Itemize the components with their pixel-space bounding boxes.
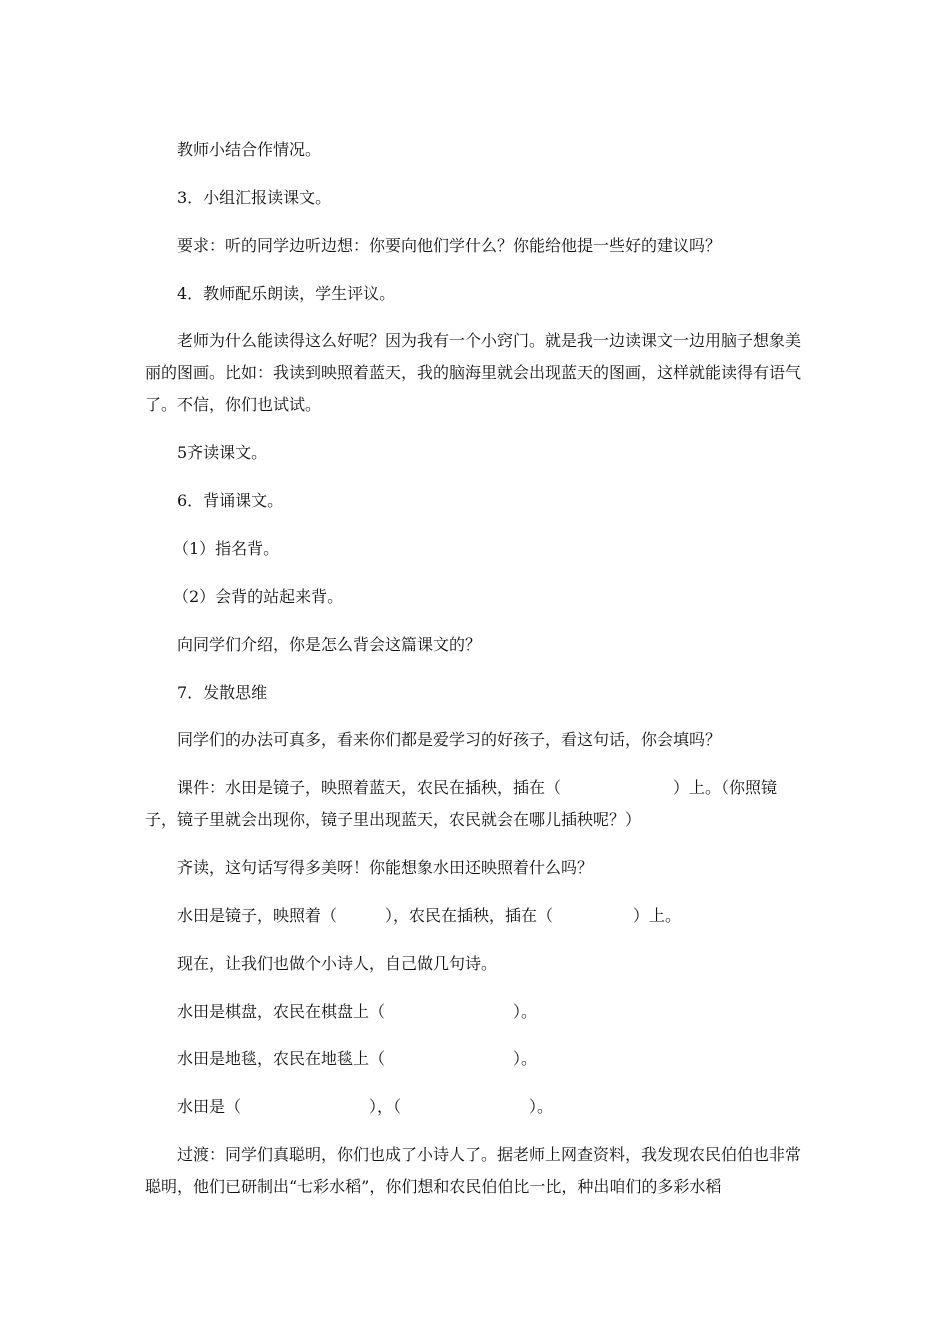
- paragraph-fill-free: 水田是（ ），（ ）。: [177, 1097, 554, 1116]
- paragraph-step-4: 4．教师配乐朗读，学生评议。: [177, 284, 396, 303]
- paragraph-step-7: 7．发散思维: [177, 683, 268, 702]
- paragraph-introduce: 向同学们介绍，你是怎么背会这篇课文的？: [177, 635, 482, 654]
- paragraph-sub-2: （2）会背的站起来背。: [173, 587, 344, 606]
- paragraph-teacher-tip: 老师为什么能读得这么好呢？因为我有一个小窍门。就是我一边读课文一边用脑子想象美丽的图画。比如：我读到映照着蓝天，我的脑海里就会出现蓝天的图画，这样就能读得有语气了。不信，你们也试试。: [145, 331, 802, 414]
- paragraph-transition: 过渡：同学们真聪明，你们也成了小诗人了。据老师上网查资料，我发现农民伯伯也非常聪明，他们已研制出“七彩水稻”，你们想和农民伯伯比一比，种出咱们的多彩水稻: [145, 1145, 802, 1196]
- paragraph-courseware: 课件：水田是镜子，映照着蓝天，农民在插秧，插在（ ）上。（你照镜子，镜子里就会出现你，镜子里出现蓝天，农民就会在哪儿插秧呢？）: [145, 778, 778, 829]
- paragraph-sub-1: （1）指名背。: [173, 539, 280, 558]
- paragraph-step-3: 3．小组汇报读课文。: [177, 188, 332, 207]
- paragraph-poet: 现在，让我们也做个小诗人，自己做几句诗。: [177, 954, 498, 973]
- paragraph-methods: 同学们的办法可真多，看来你们都是爱学习的好孩子，看这句话，你会填吗？: [177, 730, 722, 749]
- paragraph-requirement: 要求：听的同学边听边想：你要向他们学什么？你能给他提一些好的建议吗？: [177, 236, 722, 255]
- paragraph-fill-chessboard: 水田是棋盘，农民在棋盘上（ ）。: [177, 1002, 538, 1021]
- paragraph-step-6: 6．背诵课文。: [177, 491, 284, 510]
- paragraph-teacher-summary: 教师小结合作情况。: [177, 140, 322, 159]
- paragraph-step-5: 5齐读课文。: [177, 443, 268, 462]
- paragraph-fill-carpet: 水田是地毯，农民在地毯上（ ）。: [177, 1049, 538, 1068]
- paragraph-read-together: 齐读，这句话写得多美呀！你能想象水田还映照着什么吗？: [177, 858, 594, 877]
- paragraph-fill-mirror: 水田是镜子，映照着（ ），农民在插秧，插在（ ）上。: [177, 906, 682, 925]
